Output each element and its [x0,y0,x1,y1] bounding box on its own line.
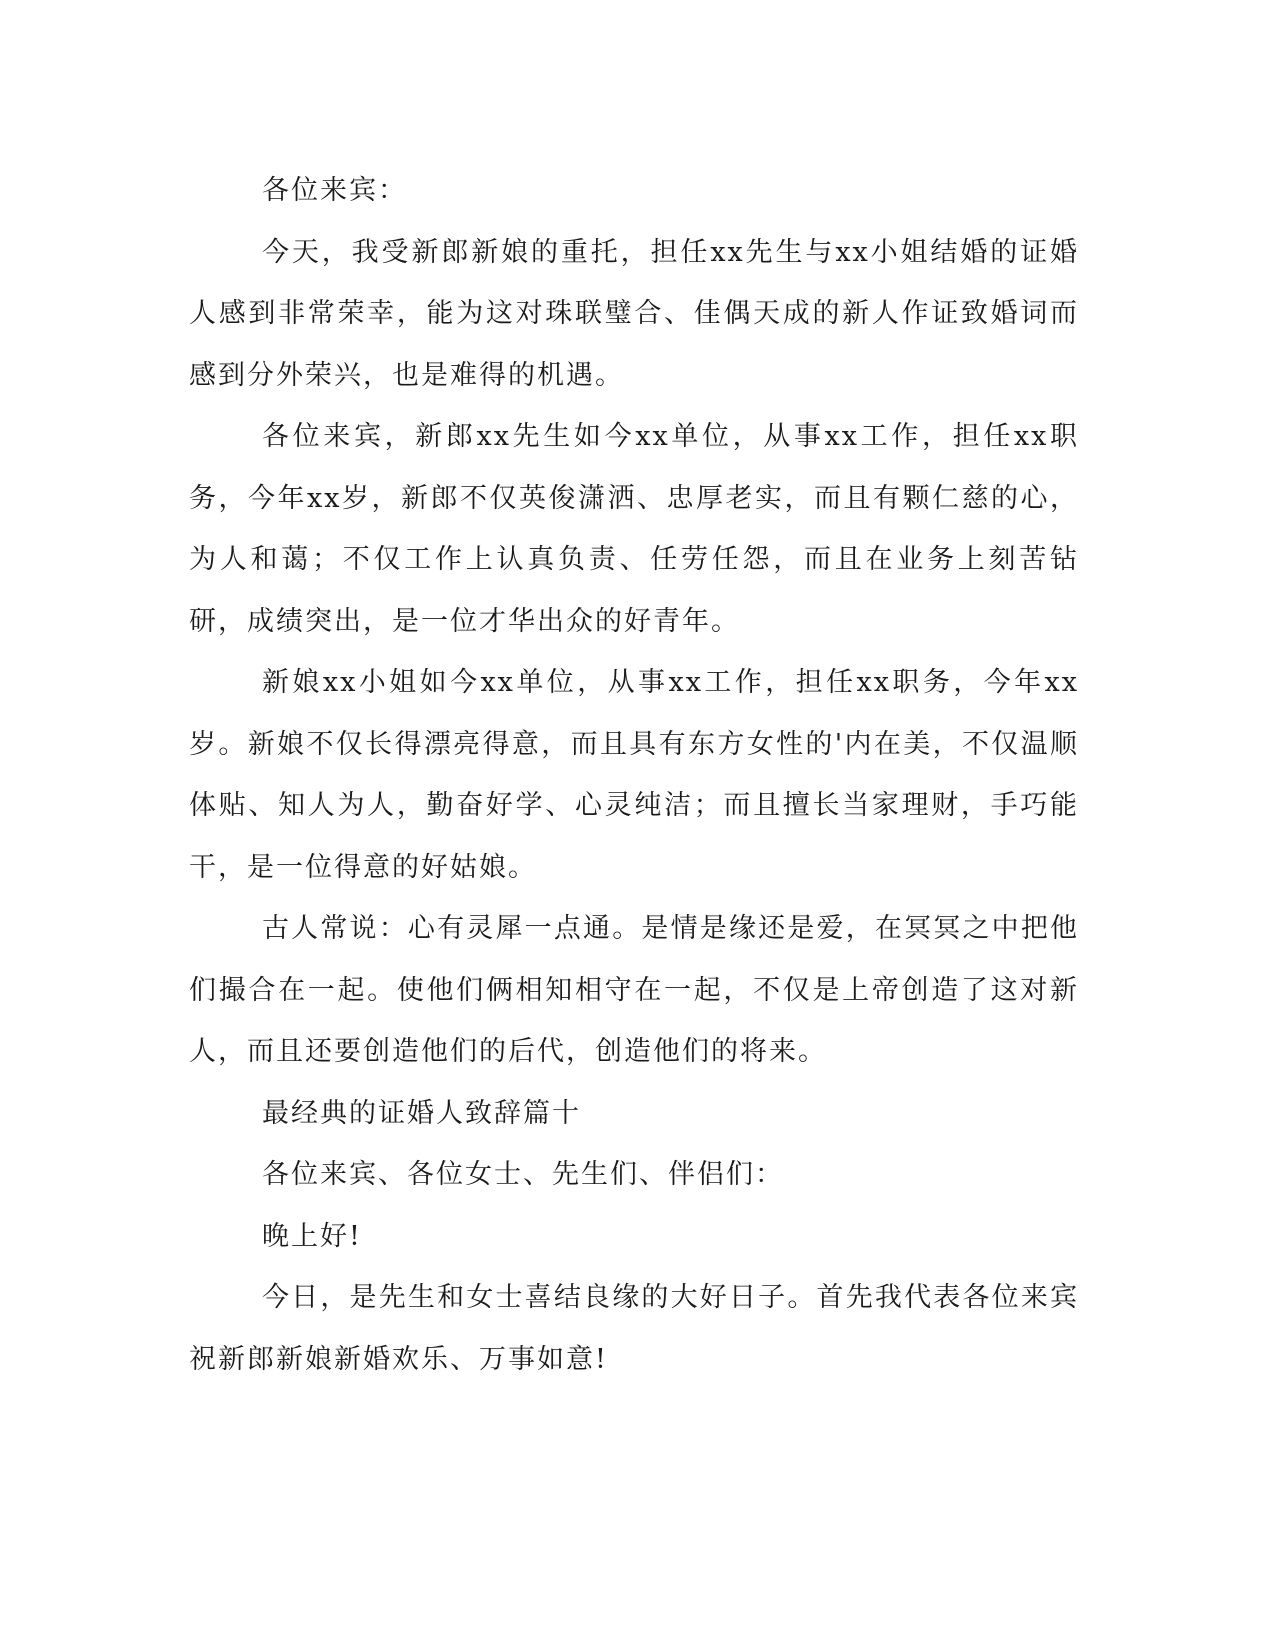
paragraph-groom: 各位来宾，新郎xx先生如今xx单位，从事xx工作，担任xx职务，今年xx岁，新郎不仅英俊潇洒、忠厚老实，而且有颗仁慈的心，为人和蔼；不仅工作上认真负责、任劳任怨，而且在业务上刻苦钻研，成绩突出，是一位才华出众的好青年。 [189,421,1079,637]
section-title: 最经典的证婚人致辞篇十 [262,1097,581,1129]
salutation: 各位来宾： [262,175,407,206]
paragraph-blessing: 今日，是先生和女士喜结良缘的大好日子。首先我代表各位来宾祝新郎新娘新婚欢乐、万事如意! [189,1282,1079,1375]
greeting: 晚上好! [262,1220,362,1252]
paragraph-intro: 今天，我受新郎新娘的重托，担任xx先生与xx小姐结婚的证婚人感到非常荣幸，能为这对珠联璧合、佳偶天成的新人作证致婚词而感到分外荣兴，也是难得的机遇。 [189,236,1079,391]
document-body [189,160,1079,1390]
paragraph-fate: 古人常说：心有灵犀一点通。是情是缘还是爱，在冥冥之中把他们撮合在一起。使他们俩相知相守在一起，不仅是上帝创造了这对新人，而且还要创造他们的后代，创造他们的将来。 [189,913,1079,1067]
salutation-2: 各位来宾、各位女士、先生们、伴侣们： [262,1159,784,1190]
paragraph-bride: 新娘xx小姐如今xx单位，从事xx工作，担任xx职务，今年xx岁。新娘不仅长得漂亮得意，而且具有东方女性的'内在美，不仅温顺体贴、知人为人，勤奋好学、心灵纯洁；而且擅长当家理财，手巧能干，是一位得意的好姑娘。 [189,667,1079,883]
